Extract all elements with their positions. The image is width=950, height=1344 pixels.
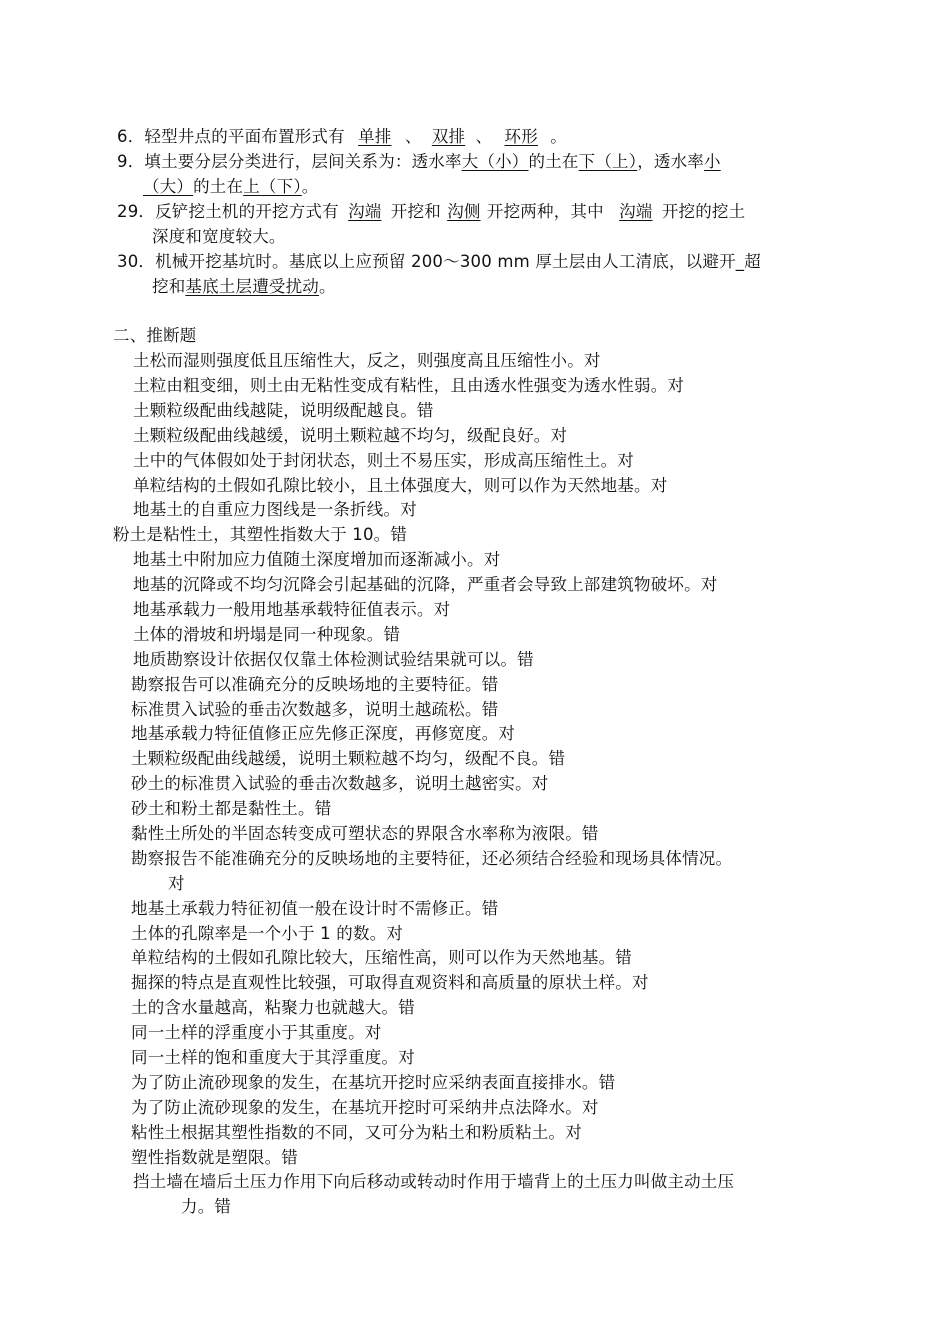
fill-question-9: 9．填土要分层分类进行，层间关系为：透水率大（小）的土在下（上），透水率小: [117, 152, 721, 171]
answer-blank: 沟侧: [447, 202, 481, 221]
judgment-item: 粘性土根据其塑性指数的不同，又可分为粘土和粉质粘土。对: [131, 1123, 582, 1142]
judgment-item: 挡土墙在墙后土压力作用下向后移动或转动时作用于墙背上的土压力叫做主动土压: [133, 1172, 735, 1191]
answer-blank: 小: [704, 152, 721, 171]
judgment-item: 土松而湿则强度低且压缩性大，反之，则强度高且压缩性小。对: [133, 351, 601, 370]
judgment-item: 砂土和粉土都是黏性土。错: [131, 799, 332, 818]
judgment-item: 标准贯入试验的垂击次数越多，说明土越疏松。错: [131, 700, 499, 719]
fill-question-6: 6．轻型井点的平面布置形式有 单排 、 双排 、 环形 。: [117, 127, 567, 146]
judgment-item: 地基土中附加应力值随土深度增加而逐渐减小。对: [133, 550, 501, 569]
judgment-item: 勘察报告不能准确充分的反映场地的主要特征，还必须结合经验和现场具体情况。: [131, 849, 733, 868]
answer-blank: （大）: [143, 177, 194, 196]
judgment-item: 同一土样的饱和重度大于其浮重度。对: [131, 1048, 415, 1067]
judgment-item: 粉土是粘性土，其塑性指数大于 10。错: [113, 525, 408, 544]
judgment-item: 土中的气体假如处于封闭状态，则土不易压实，形成高压缩性土。对: [133, 451, 634, 470]
answer-blank: 下（上）: [578, 152, 638, 171]
judgment-item: 地基土承载力特征初值一般在设计时不需修正。错: [131, 899, 499, 918]
judgment-item-cont: 力。错: [181, 1197, 232, 1216]
answer-blank: 单排: [358, 127, 392, 146]
judgment-item: 地基承载力特征值修正应先修正深度，再修宽度。对: [131, 724, 516, 743]
judgment-item: 单粒结构的土假如孔隙比较大，压缩性高，则可以作为天然地基。错: [131, 948, 632, 967]
fill-question-30-cont: 挖和基底土层遭受扰动。: [152, 277, 336, 296]
fill-question-29: 29．反铲挖土机的开挖方式有 沟端 开挖和 沟侧 开挖两种，其中 沟端 开挖的挖土: [117, 202, 746, 221]
judgment-item: 地质勘察设计依据仅仅靠土体检测试验结果就可以。错: [133, 650, 534, 669]
judgment-item: 勘察报告可以准确充分的反映场地的主要特征。错: [131, 675, 499, 694]
fill-question-29-cont: 深度和宽度较大。: [152, 227, 286, 246]
answer-blank: 环形: [504, 127, 538, 146]
judgment-item: 掘探的特点是直观性比较强，可取得直观资料和高质量的原状土样。对: [131, 973, 649, 992]
judgment-item-cont: 对: [168, 874, 185, 893]
judgment-item: 地基承载力一般用地基承载特征值表示。对: [133, 600, 451, 619]
judgment-item: 塑性指数就是塑限。错: [131, 1148, 298, 1167]
answer-blank: 上（下）: [243, 177, 302, 196]
section-title: 二、推断题: [113, 326, 197, 345]
fill-question-9-cont: （大）的土在上（下）。: [143, 177, 319, 196]
judgment-item: 土粒由粗变细，则土由无粘性变成有粘性，且由透水性强变为透水性弱。对: [133, 376, 685, 395]
judgment-item: 砂土的标准贯入试验的垂击次数越多，说明土越密实。对: [131, 774, 549, 793]
judgment-item: 地基的沉降或不均匀沉降会引起基础的沉降，严重者会导致上部建筑物破坏。对: [133, 575, 718, 594]
judgment-item: 土体的滑坡和坍塌是同一种现象。错: [133, 625, 401, 644]
answer-blank: 沟端: [348, 202, 382, 221]
judgment-item: 单粒结构的土假如孔隙比较小，且土体强度大，则可以作为天然地基。对: [133, 476, 668, 495]
answer-blank: 大（小）: [461, 152, 529, 171]
judgment-item: 同一土样的浮重度小于其重度。对: [131, 1023, 382, 1042]
judgment-item: 土的含水量越高，粘聚力也就越大。错: [131, 998, 415, 1017]
judgment-item: 为了防止流砂现象的发生，在基坑开挖时可采纳井点法降水。对: [131, 1098, 599, 1117]
fill-question-30: 30．机械开挖基坑时。基底以上应预留 200～300 mm 厚土层由人工清底，以避开_超: [117, 252, 761, 271]
answer-blank: 基底土层遭受扰动: [185, 277, 320, 296]
judgment-item: 黏性土所处的半固态转变成可塑状态的界限含水率称为液限。错: [131, 824, 599, 843]
judgment-item: 土颗粒级配曲线越缓，说明土颗粒越不均匀，级配良好。对: [133, 426, 568, 445]
judgment-item: 土颗粒级配曲线越陡，说明级配越良。错: [133, 401, 434, 420]
judgment-item: 地基土的自重应力图线是一条折线。对: [133, 500, 417, 519]
judgment-item: 土体的孔隙率是一个小于 1 的数。对: [131, 924, 404, 943]
answer-blank: 双排: [431, 127, 466, 146]
judgment-item: 土颗粒级配曲线越缓，说明土颗粒越不均匀，级配不良。错: [131, 749, 566, 768]
judgment-item: 为了防止流砂现象的发生，在基坑开挖时应采纳表面直接排水。错: [131, 1073, 616, 1092]
answer-blank: 沟端: [619, 202, 653, 221]
